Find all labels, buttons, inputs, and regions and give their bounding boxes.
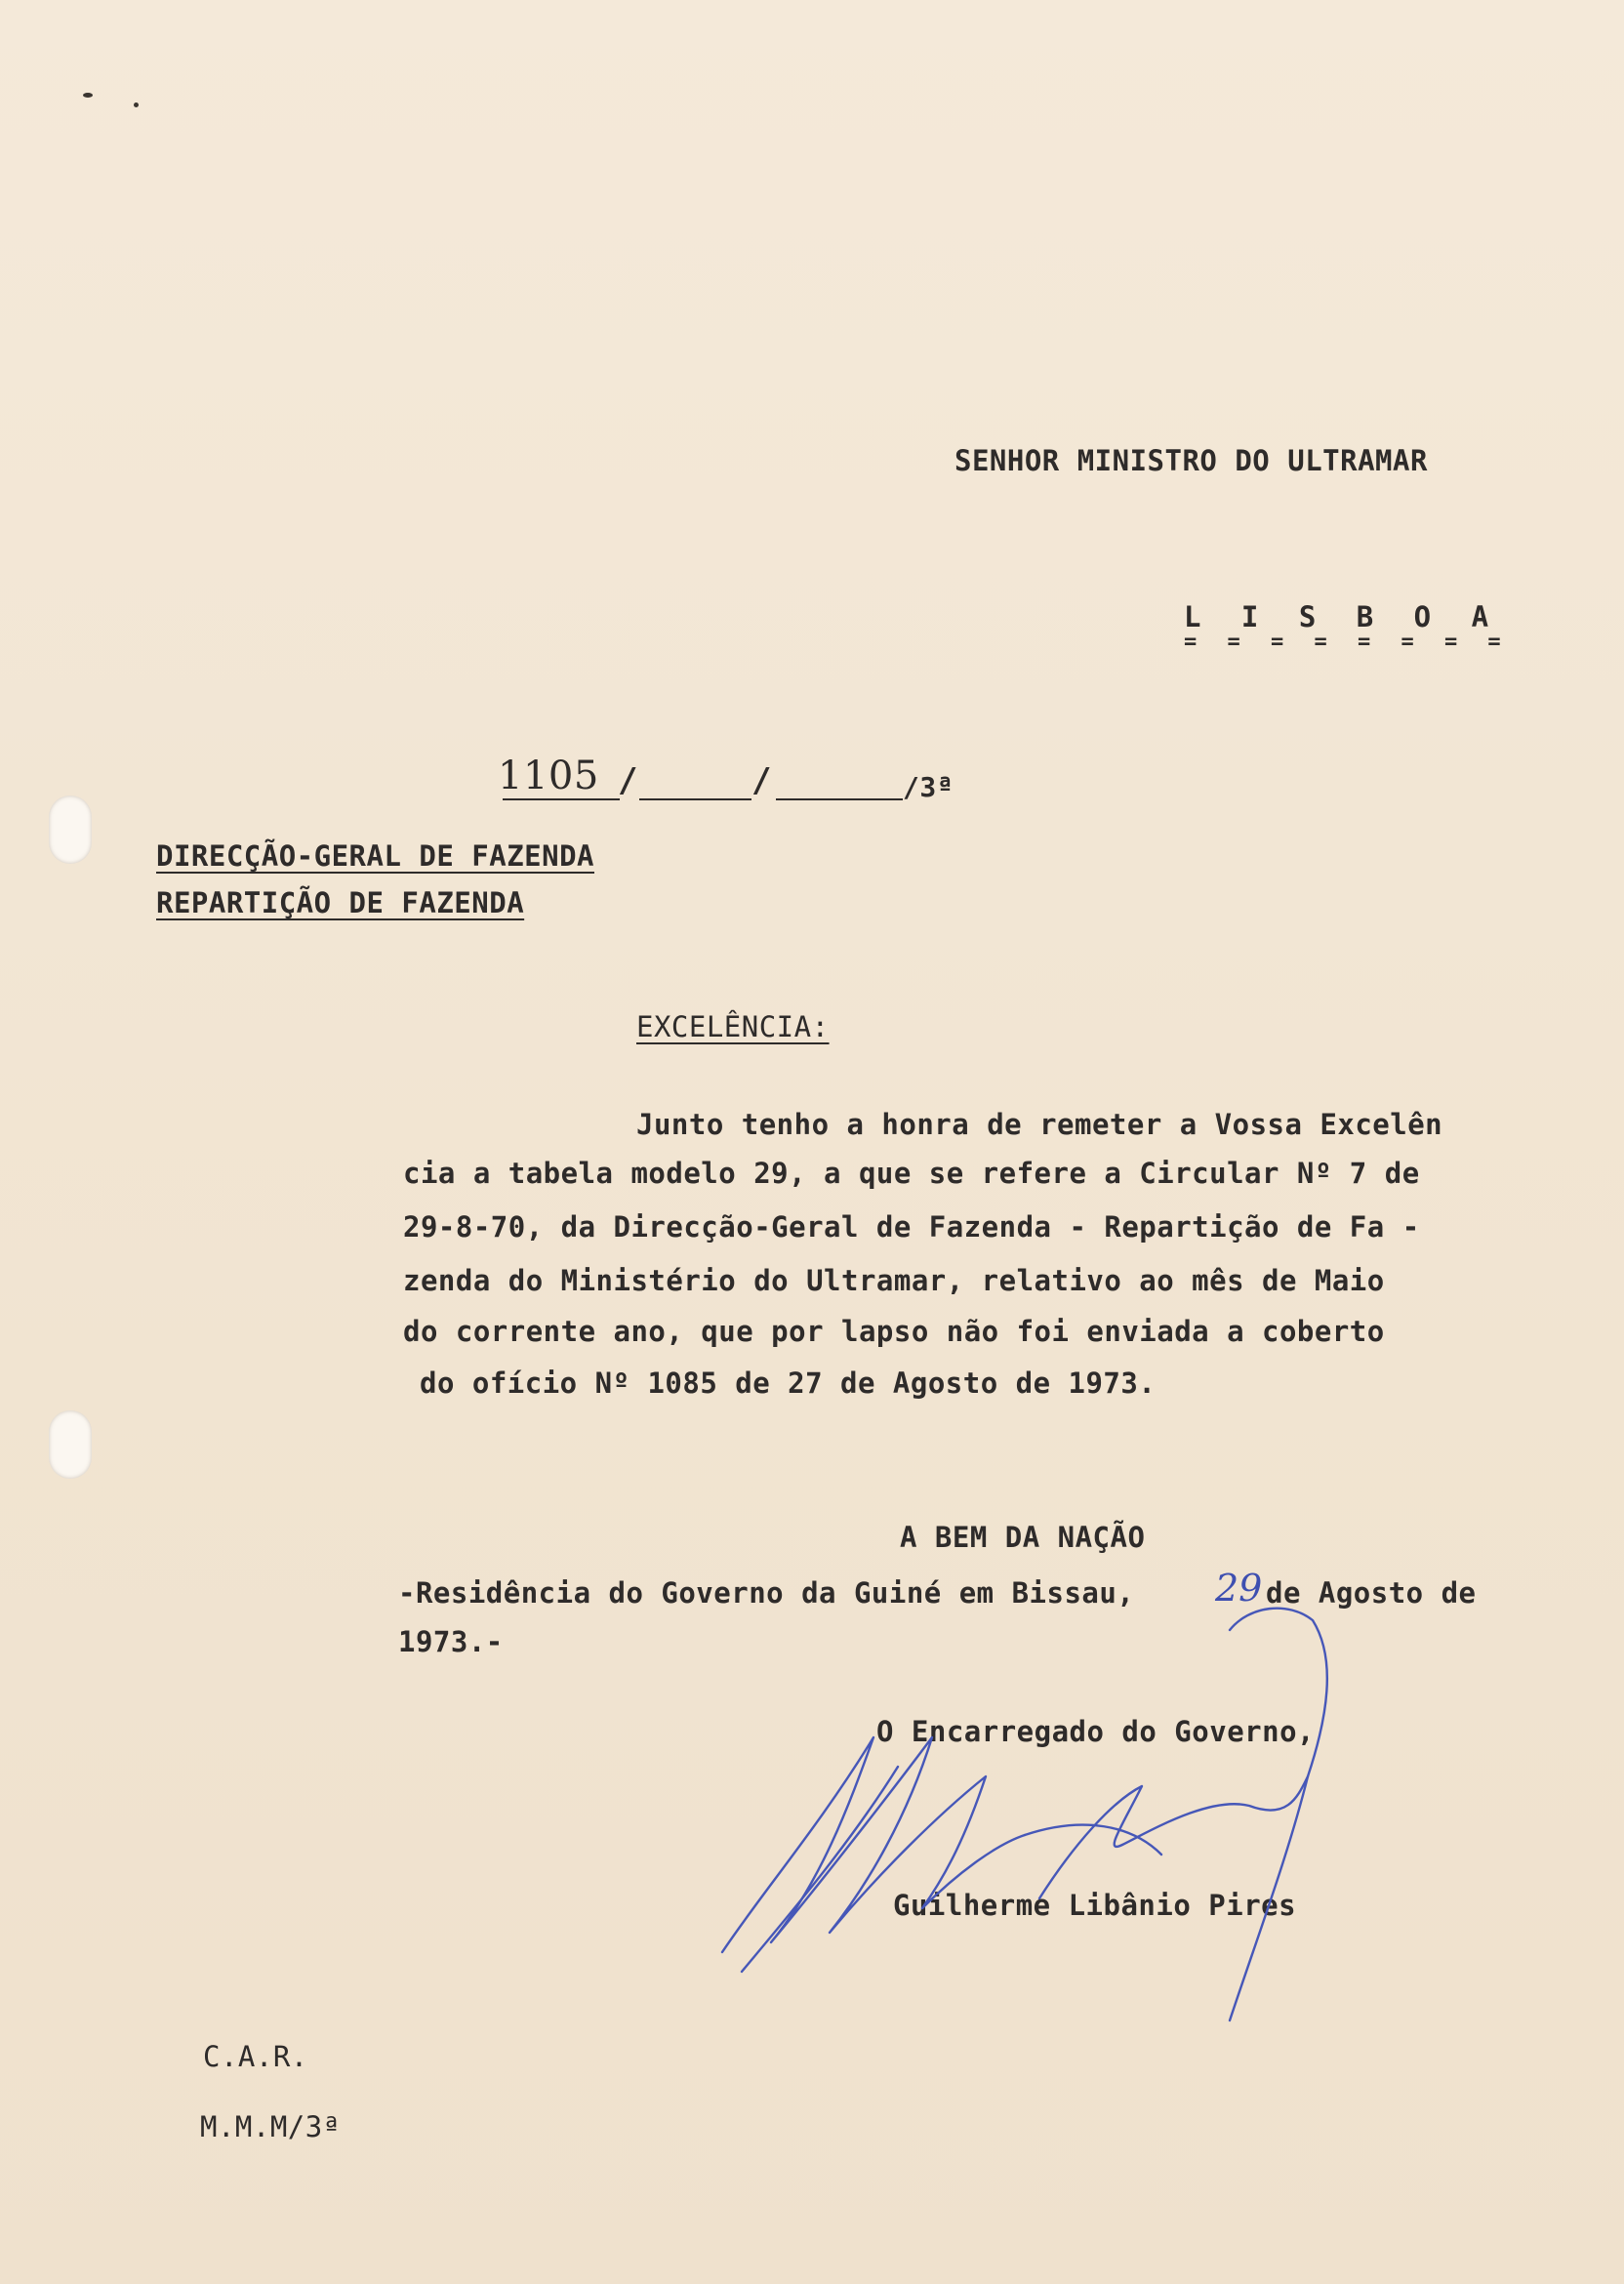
reference-line [503,798,620,800]
body-line: do ofício Nº 1085 de 27 de Agosto de 1973. [420,1366,1157,1400]
reference-suffix: /3ª [903,771,954,803]
recipient-city-underline: = = = = = = = = [1184,630,1510,654]
department-line2: REPARTIÇÃO DE FAZENDA [156,886,525,919]
body-line: cia a tabela modelo 29, a que se refere a Circular Nº 7 de [403,1157,1420,1190]
paper-speck [83,93,93,98]
closing-place-line: -Residência do Governo da Guiné em Bissau, [398,1576,1135,1610]
reference-blank [776,798,903,800]
punch-hole-top [49,795,92,864]
body-line: 29-8-70, da Direcção-Geral de Fazenda - Repartição de Fa - [403,1210,1420,1244]
salutation: EXCELÊNCIA: [636,1010,830,1043]
footer-reference: M.M.M/3ª [200,2110,341,2143]
signature-name: Guilherme Libânio Pires [893,1889,1297,1922]
closing-motto: A BEM DA NAÇÃO [900,1521,1146,1554]
handwritten-day: 29 [1215,1567,1263,1610]
reference-separator: / [618,761,638,800]
signature-role: O Encarregado do Governo, [876,1715,1315,1748]
reference-blank [639,798,751,800]
recipient-title: SENHOR MINISTRO DO ULTRAMAR [954,444,1428,477]
handwritten-signature [703,1601,1405,2030]
punch-hole-bottom [49,1410,92,1479]
closing-date-end: de Agosto de [1266,1576,1477,1610]
body-line: Junto tenho a honra de remeter a Vossa Excelên [636,1108,1443,1141]
reference-number: 1105 [498,754,599,798]
closing-year: 1973.- [398,1625,504,1658]
footer-initials: C.A.R. [203,2040,308,2073]
body-line: zenda do Ministério do Ultramar, relativo ao mês de Maio [403,1264,1385,1297]
recipient-city: L I S B O A [1184,600,1501,633]
reference-separator: / [751,761,772,800]
body-line: do corrente ano, que por lapso não foi enviada a coberto [403,1315,1385,1348]
department-line1: DIRECÇÃO-GERAL DE FAZENDA [156,839,594,873]
paper-speck [134,102,139,107]
